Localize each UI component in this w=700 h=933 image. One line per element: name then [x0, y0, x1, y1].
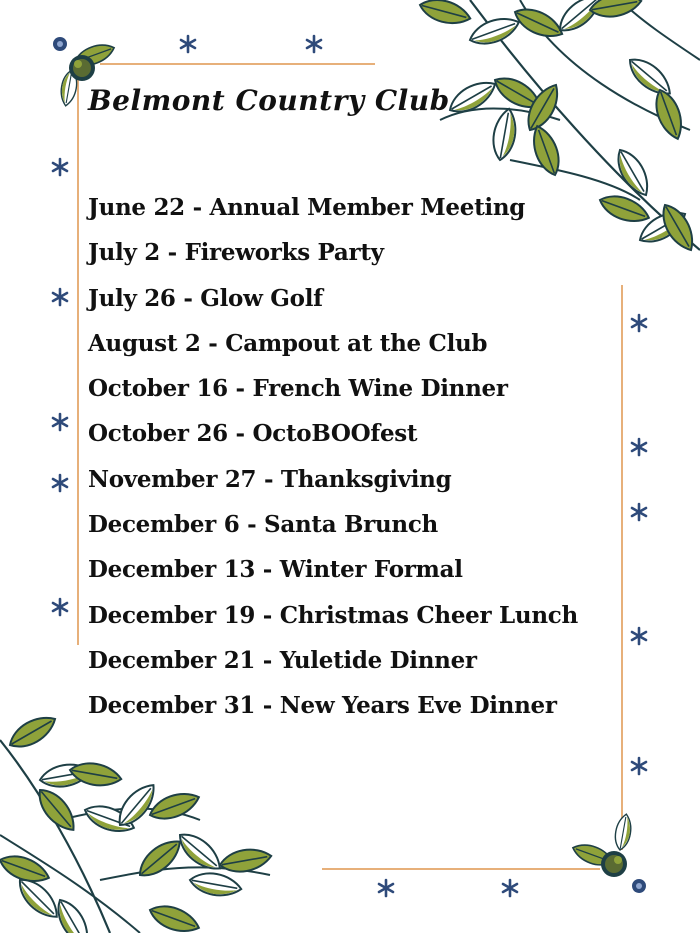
event-item: June 22 - Annual Member Meeting	[88, 194, 526, 221]
event-item: October 26 - OctoBOOfest	[88, 420, 418, 448]
event-item: December 31 - New Years Eve Dinner	[88, 692, 557, 720]
event-item: December 21 - Yuletide Dinner	[88, 646, 477, 674]
leaf-branch-icon	[0, 710, 273, 933]
flower-bud-icon	[570, 813, 634, 877]
event-item: August 2 - Campout at the Club	[88, 329, 488, 357]
event-item: December 19 - Christmas Cheer Lunch	[88, 601, 578, 629]
event-item: July 2 - Fireworks Party	[88, 239, 384, 267]
page-title: Belmont Country Club	[88, 84, 450, 117]
event-item: October 16 - French Wine Dinner	[88, 375, 508, 403]
event-item: December 6 - Santa Brunch	[88, 511, 438, 539]
event-list	[88, 185, 578, 729]
event-item: November 27 - Thanksgiving	[88, 465, 452, 493]
event-item: July 26 - Glow Golf	[88, 284, 323, 312]
event-item: December 13 - Winter Formal	[88, 556, 463, 584]
